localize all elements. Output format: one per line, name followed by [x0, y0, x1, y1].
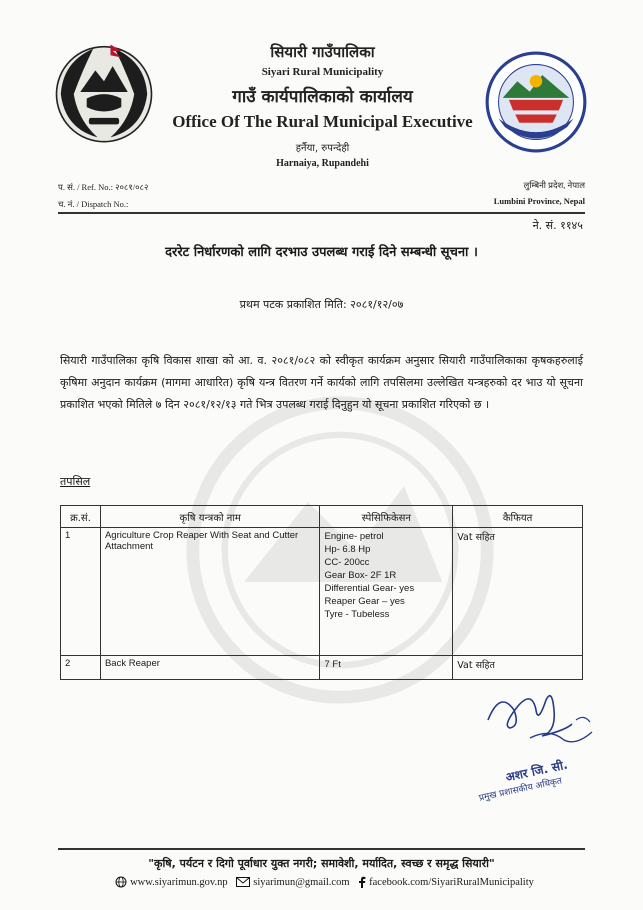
globe-icon: [115, 876, 127, 888]
table-row: [61, 656, 583, 680]
office-place-np: हर्नैया, रुपन्देही: [295, 143, 350, 154]
col-specification: स्पेसिफिकेसन: [320, 506, 453, 528]
spec-line: Gear Box- 2F 1R: [324, 570, 397, 581]
spec-line: Reaper Gear – yes: [324, 596, 405, 607]
cell-serial: 1: [61, 528, 101, 656]
details-heading: तपसिल: [60, 475, 91, 488]
spec-line: Differential Gear- yes: [324, 583, 415, 594]
signatory-name: अशर जि. सी.: [504, 757, 569, 785]
office-name-np: गाउँ कार्यपालिकाको कार्यालय: [232, 87, 413, 107]
dispatch-number: च. नं. / Dispatch No.:: [58, 199, 129, 209]
facebook-link[interactable]: facebook.com/SiyariRuralMunicipality: [369, 876, 534, 888]
spec-line: CC- 200cc: [324, 557, 370, 568]
footer-slogan: "कृषि, पर्यटन र दिगो पूर्वाधार युक्त नगरी; समावेशी, मर्यादित, स्वच्छ र समृद्ध सियारी": [148, 857, 495, 870]
municipality-logo-icon: [484, 50, 588, 154]
province-np: लुम्बिनी प्रदेश, नेपाल: [523, 180, 585, 190]
province-en: Lumbini Province, Nepal: [493, 196, 585, 206]
facebook-icon: [358, 876, 366, 888]
municipality-name-en: Siyari Rural Municipality: [261, 66, 384, 78]
office-name-en: Office Of The Rural Municipal Executive: [172, 112, 473, 131]
table-header-row: [61, 506, 583, 528]
col-machine-name: कृषि यन्त्रको नाम: [100, 506, 320, 528]
office-place-en: Harnaiya, Rupandehi: [276, 158, 369, 169]
cell-serial: 2: [61, 656, 101, 680]
signatory-title: प्रमुख प्रशासकीय अधिकृत: [478, 776, 563, 804]
cell-remarks: Vat सहित: [453, 528, 583, 656]
website-link[interactable]: www.siyarimun.gov.np: [130, 876, 228, 888]
spec-line: 7 Ft: [324, 659, 341, 670]
spec-line: Engine- petrol: [324, 531, 384, 542]
spec-line: Hp- 6.8 Hp: [324, 544, 371, 555]
cell-remarks: Vat सहित: [453, 656, 583, 680]
handwritten-signature: [480, 680, 600, 750]
cell-machine-name: Agriculture Crop Reaper With Seat and Cutter Attachment: [100, 528, 320, 656]
footer-contacts: [40, 876, 603, 888]
cell-specification: [320, 528, 453, 656]
cell-machine-name: Back Reaper: [100, 656, 320, 680]
email-link[interactable]: siyarimun@gmail.com: [253, 876, 350, 888]
col-remarks: कैफियत: [453, 506, 583, 528]
municipality-name-np: सियारी गाउँपालिका: [270, 43, 375, 61]
table-row: [61, 528, 583, 656]
items-table: [60, 505, 583, 680]
nepal-sambat-date: ने. सं. ११४५: [532, 219, 583, 232]
notice-body: सियारी गाउँपालिका कृषि विकास शाखा को आ. व. २०८१/०८२ को स्वीकृत कार्यक्रम अनुसार सियारी गाउँपालिकाका कृषकहरुलाई कृषिमा अनुदान कार्यक्रम (मागमा आधारित) कृषि यन्त्र वितरण गर्ने कार्यको लागि तपसिलमा उल्लेखित यन्त्रहरुको दर भाउ यो सूचना प्रकाशित भएको मितिले ७ दिन २०८१/१२/१३ गते भित्र उपलब्ध गराई दिनुहुन यो सूचना प्रकाशित गरिएको छ ।: [60, 354, 583, 411]
cell-specification: [320, 656, 453, 680]
header-divider: [58, 212, 585, 214]
col-serial: क्र.सं.: [61, 506, 101, 528]
email-icon: [236, 877, 250, 887]
notice-title: दररेट निर्धारणको लागि दरभाउ उपलब्ध गराई दिने सम्बन्धी सूचना ।: [165, 245, 478, 260]
publish-date: प्रथम पटक प्रकाशित मिति: २०८१/१२/०७: [239, 298, 404, 311]
reference-number: प. सं. / Ref. No.: २०८१/०८२: [58, 182, 149, 192]
footer-divider: [58, 848, 585, 850]
spec-line: Tyre - Tubeless: [324, 609, 390, 620]
